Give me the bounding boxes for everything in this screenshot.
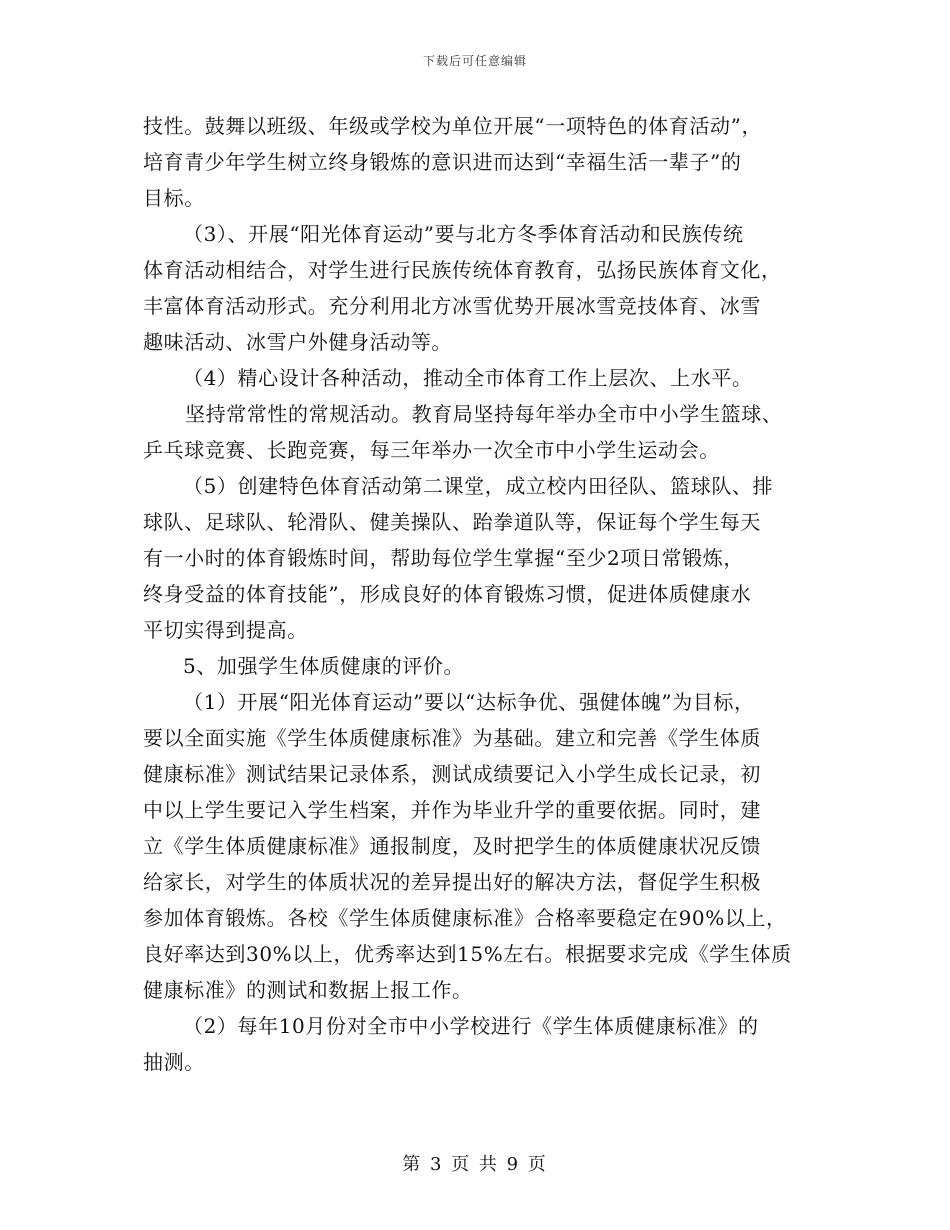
page-number-footer: 第 3 页 共 9 页 (402, 1154, 548, 1175)
text-line: （2）每年10月份对全市中小学校进行《学生体质健康标准》的 (183, 1014, 759, 1038)
text-line: 体育活动相结合，对学生进行民族传统体育教育，弘扬民族体育文化， (143, 258, 782, 282)
text-line: 要以全面实施《学生体质健康标准》为基础。建立和完善《学生体质 (143, 726, 761, 750)
text-line: 抽测。 (143, 1050, 205, 1074)
section-heading: 5、加强学生体质健康的评价。 (183, 654, 465, 678)
text-line: （3）、开展“阳光体育运动”要与北方冬季体育活动和民族传统 (183, 222, 744, 246)
text-line: 球队、足球队、轮滑队、健美操队、跆拳道队等，保证每个学生每天 (143, 510, 761, 534)
text-line: 技性。鼓舞以班级、年级或学校为单位开展“一项特色的体育活动”， (143, 114, 763, 138)
text-line: 健康标准》的测试和数据上报工作。 (143, 978, 473, 1002)
document-body (143, 108, 823, 1080)
text-line: 丰富体育活动形式。充分利用北方冰雪优势开展冰雪竞技体育、冰雪 (143, 294, 761, 318)
text-line: 健康标准》测试结果记录体系，测试成绩要记入小学生成长记录，初 (143, 762, 761, 786)
text-line: 立《学生体质健康标准》通报制度，及时把学生的体质健康状况反馈 (143, 834, 761, 858)
text-line: 中以上学生要记入学生档案，并作为毕业升学的重要依据。同时，建 (143, 798, 761, 822)
text-line: 趣味活动、冰雪户外健身活动等。 (143, 330, 452, 354)
text-line: （1）开展“阳光体育运动”要以“达标争优、强健体魄”为目标， (183, 690, 755, 714)
text-line: （5）创建特色体育活动第二课堂，成立校内田径队、篮球队、排 (183, 474, 774, 498)
text-line: （4）精心设计各种活动，推动全市体育工作上层次、上水平。 (183, 366, 753, 390)
text-line: 乒乓球竞赛、长跑竞赛，每三年举办一次全市中小学生运动会。 (143, 438, 720, 462)
text-line: 目标。 (143, 186, 205, 210)
text-line: 终身受益的体育技能”，形成良好的体育锻炼习惯，促进体质健康水 (143, 582, 752, 606)
text-line: 良好率达到30%以上，优秀率达到15%左右。根据要求完成《学生体质 (143, 942, 792, 966)
text-line: 给家长，对学生的体质状况的差异提出好的解决方法，督促学生积极 (143, 870, 761, 894)
text-line: 坚持常常性的常规活动。教育局坚持每年举办全市中小学生篮球、 (185, 402, 783, 426)
text-line: 参加体育锻炼。各校《学生体质健康标准》合格率要稳定在90%以上， (143, 906, 787, 930)
text-line: 培育青少年学生树立终身锻炼的意识进而达到“幸福生活一辈子”的 (143, 150, 742, 174)
text-line: 平切实得到提高。 (143, 618, 308, 642)
text-line: 有一小时的体育锻炼时间，帮助每位学生掌握“至少2项日常锻炼， (143, 546, 744, 570)
page-header-note: 下载后可任意编辑 (422, 54, 527, 68)
